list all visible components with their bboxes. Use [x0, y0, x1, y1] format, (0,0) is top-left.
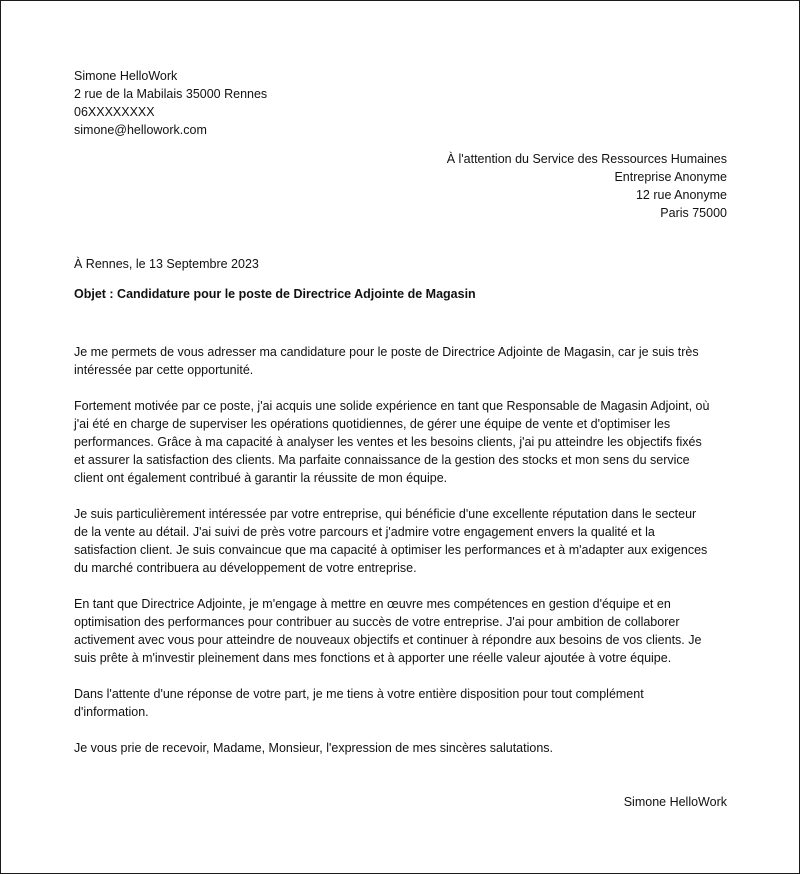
sender-phone: 06XXXXXXXX	[74, 105, 155, 119]
recipient-street: 12 rue Anonyme	[635, 188, 727, 202]
body-paragraph-company: Je suis particulièrement intéressée par votre entreprise, qui bénéficie d'une excellente réputation dans le secteur de la vente au détail. J'ai suivi de près votre parcours et j'admire votre engagement envers la qualité et la satisfaction client. Je suis convaincue que ma capacité à optimiser les performances et à m'adapter aux exigences du marché contribuera au développement de votre entreprise.	[74, 507, 708, 575]
body-paragraph-commitment: En tant que Directrice Adjointe, je m'engage à mettre en œuvre mes compétences en gestion d'équipe et en optimisation des performances pour contribuer au succès de votre entreprise. J'ai pour ambition de collaborer activement avec vous pour atteindre de nouveaux objectifs et continuer à répondre aux besoins de vos clients. Je suis prête à m'investir pleinement dans mes fonctions et à apporter une réelle valeur ajoutée à votre équipe.	[74, 597, 702, 665]
letter-subject: Objet : Candidature pour le poste de Directrice Adjointe de Magasin	[74, 287, 476, 301]
sender-name: Simone HelloWork	[74, 69, 178, 83]
sender-email: simone@hellowork.com	[74, 123, 207, 137]
recipient-city: Paris 75000	[660, 206, 727, 220]
body-paragraph-closing: Je vous prie de recevoir, Madame, Monsieur, l'expression de mes sincères salutations.	[74, 741, 554, 755]
letter-body	[74, 343, 729, 775]
recipient-address-block	[447, 150, 727, 222]
body-paragraph-experience: Fortement motivée par ce poste, j'ai acquis une solide expérience en tant que Responsable de Magasin Adjoint, où j'ai été en charge de superviser les opérations quotidiennes, de gérer une équipe de vente et d'optimiser les performances. Grâce à ma capacité à analyser les ventes et les besoins clients, j'ai pu atteindre les objectifs fixés et assurer la satisfaction des clients. Ma parfaite connaissance de la gestion des stocks et mon sens du service client ont également contribué à garantir la réussite de mon équipe.	[74, 399, 710, 485]
recipient-company: Entreprise Anonyme	[614, 170, 727, 184]
body-paragraph-intro: Je me permets de vous adresser ma candidature pour le poste de Directrice Adjointe de Magasin, car je suis très intéressée par cette opportunité.	[74, 345, 699, 377]
body-paragraph-availability: Dans l'attente d'une réponse de votre part, je me tiens à votre entière disposition pour tout complément d'information.	[74, 687, 644, 719]
sender-street: 2 rue de la Mabilais 35000 Rennes	[74, 87, 268, 101]
recipient-attention: À l'attention du Service des Ressources Humaines	[446, 152, 727, 166]
letter-signature: Simone HelloWork	[623, 795, 727, 809]
letter-date: À Rennes, le 13 Septembre 2023	[74, 257, 259, 271]
sender-address-block	[74, 67, 267, 139]
